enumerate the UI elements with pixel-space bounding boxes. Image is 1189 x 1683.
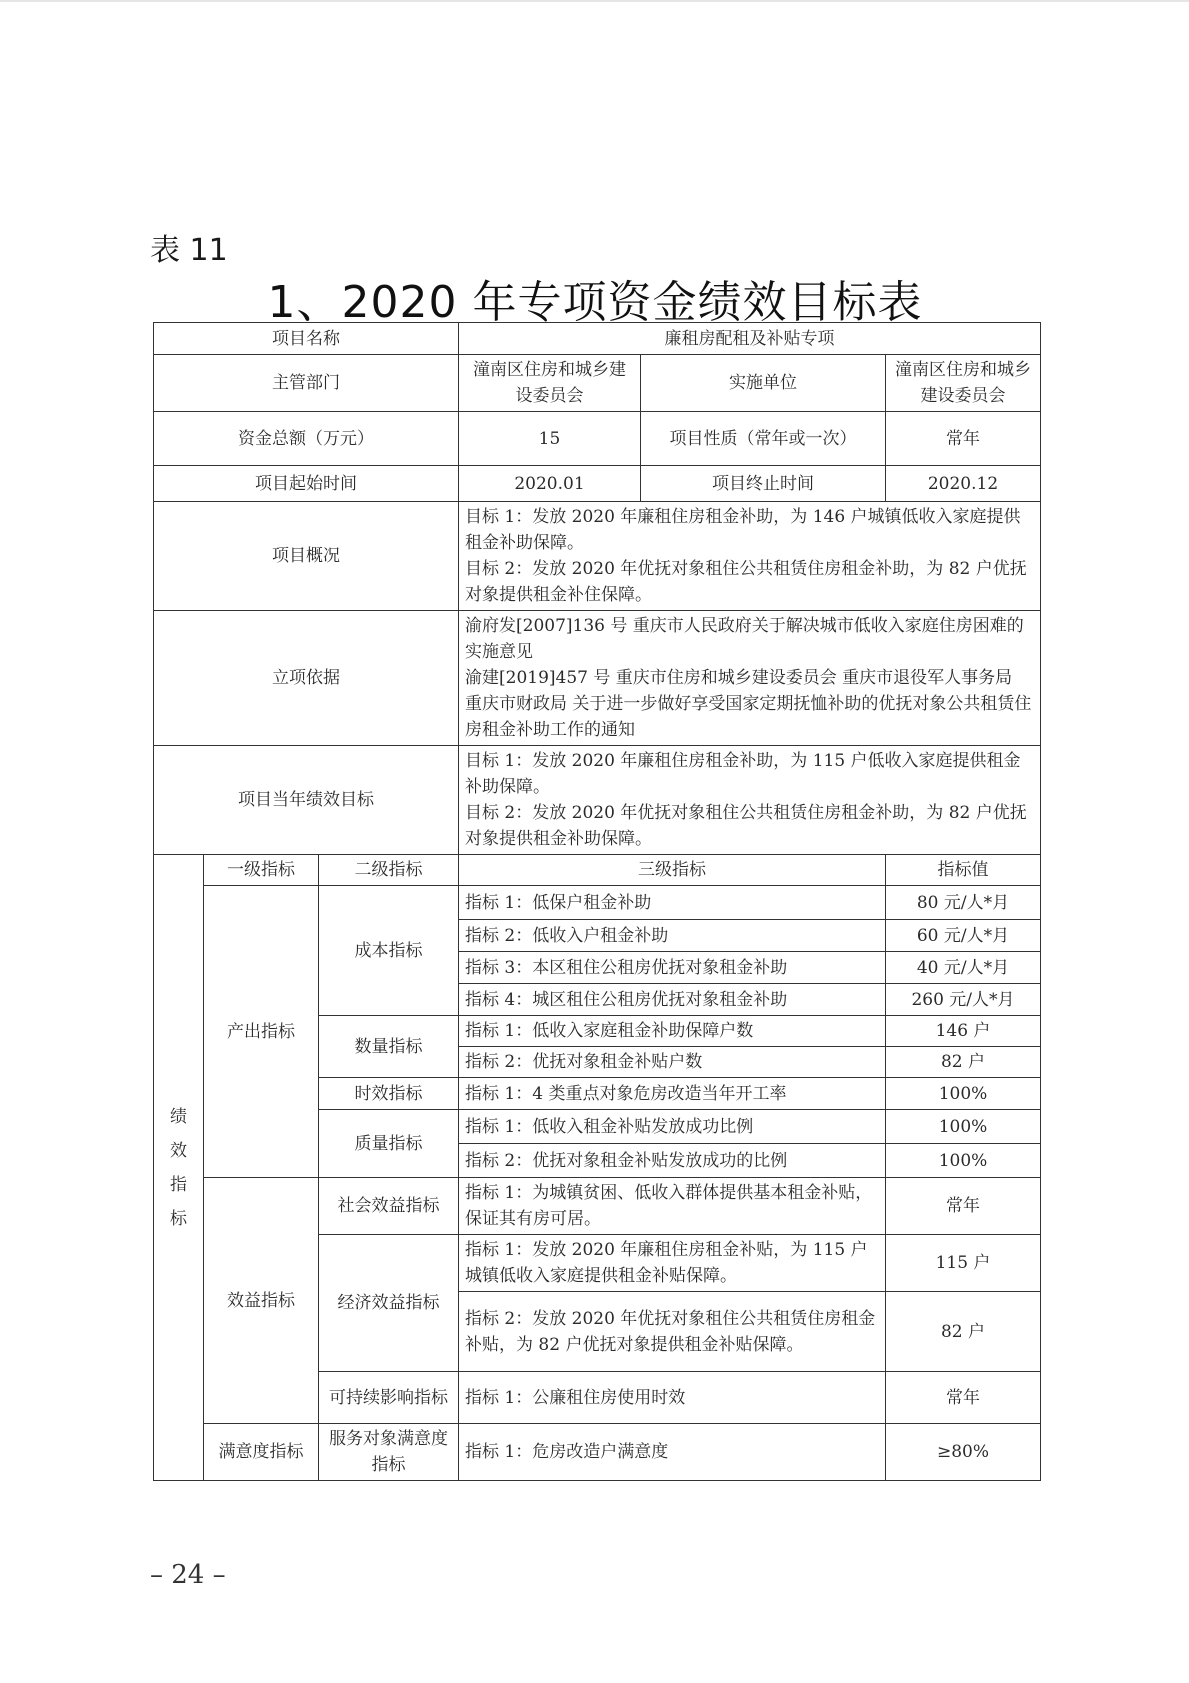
sustain-indicator-label: 可持续影响指标 <box>319 1372 459 1424</box>
indicator-value: 80 元/人*月 <box>886 886 1041 920</box>
goal-content <box>459 746 1041 855</box>
indicator-text: 指标 1：低收入家庭租金补助保障户数 <box>459 1016 886 1047</box>
table-row <box>154 1178 1041 1235</box>
indicator-value: 260 元/人*月 <box>886 984 1041 1016</box>
end-time-value: 2020.12 <box>886 466 1041 502</box>
indicator-text: 指标 1：低保户租金补助 <box>459 886 886 920</box>
goal-line: 目标 2：发放 2020 年优抚对象租住公共租赁住房租金补助，为 82 户优抚对象提供租金补助保障。 <box>465 803 1027 849</box>
basis-line: 渝府发[2007]136 号 重庆市人民政府关于解决城市低收入家庭住房困难的实施意见 <box>465 616 1024 662</box>
overview-content <box>459 502 1041 611</box>
start-time-value: 2020.01 <box>459 466 641 502</box>
header-value: 指标值 <box>886 855 1041 886</box>
performance-target-table <box>153 322 1041 1481</box>
service-satisfaction-label: 服务对象满意度指标 <box>319 1424 459 1481</box>
impl-value: 潼南区住房和城乡建设委员会 <box>886 355 1041 412</box>
indicator-text: 指标 2：低收入户租金补助 <box>459 920 886 952</box>
indicator-text: 指标 4：城区租住公租房优抚对象租金补助 <box>459 984 886 1016</box>
project-name-value: 廉租房配租及补贴专项 <box>459 323 1041 355</box>
indicator-value: 115 户 <box>886 1235 1041 1292</box>
header-level1: 一级指标 <box>204 855 319 886</box>
indicator-text: 指标 3：本区租住公租房优抚对象租金补助 <box>459 952 886 984</box>
benefit-indicator-label: 效益指标 <box>204 1178 319 1424</box>
indicator-value: 60 元/人*月 <box>886 920 1041 952</box>
quality-indicator-label: 质量指标 <box>319 1110 459 1178</box>
indicator-value: 常年 <box>886 1372 1041 1424</box>
indicator-value: ≥80% <box>886 1424 1041 1481</box>
indicator-header-row <box>154 855 1041 886</box>
indicator-text: 指标 1：发放 2020 年廉租住房租金补贴，为 115 户城镇低收入家庭提供租金补贴保障。 <box>459 1235 886 1292</box>
indicator-value: 100% <box>886 1078 1041 1110</box>
row-overview <box>154 502 1041 611</box>
header-level2: 二级指标 <box>319 855 459 886</box>
end-time-label: 项目终止时间 <box>641 466 886 502</box>
goal-line: 目标 1：发放 2020 年廉租住房租金补助，为 115 户低收入家庭提供租金补助保障。 <box>465 751 1021 797</box>
performance-indicator-label: 绩效指标 <box>154 855 204 1481</box>
time-indicator-label: 时效指标 <box>319 1078 459 1110</box>
impl-label: 实施单位 <box>641 355 886 412</box>
page-number: – 24 – <box>150 1560 226 1590</box>
row-project-name <box>154 323 1041 355</box>
basis-content <box>459 611 1041 746</box>
overview-line: 目标 2：发放 2020 年优抚对象租住公共租赁住房租金补助，为 82 户优抚对象提供租金补住保障。 <box>465 559 1027 605</box>
indicator-text: 指标 1：危房改造户满意度 <box>459 1424 886 1481</box>
output-indicator-label: 产出指标 <box>204 886 319 1178</box>
page-top-rule <box>0 0 1189 2</box>
indicator-text: 指标 1：公廉租住房使用时效 <box>459 1372 886 1424</box>
dept-label: 主管部门 <box>154 355 459 412</box>
nature-label: 项目性质（常年或一次） <box>641 412 886 466</box>
start-time-label: 项目起始时间 <box>154 466 459 502</box>
indicator-value: 40 元/人*月 <box>886 952 1041 984</box>
document-title: 1、2020 年专项资金绩效目标表 <box>267 277 923 328</box>
indicator-text: 指标 2：发放 2020 年优抚对象租住公共租赁住房租金补贴，为 82 户优抚对象提供租金补贴保障。 <box>459 1292 886 1372</box>
indicator-text: 指标 2：优抚对象租金补贴户数 <box>459 1047 886 1078</box>
indicator-text: 指标 1：为城镇贫困、低收入群体提供基本租金补贴，保证其有房可居。 <box>459 1178 886 1235</box>
indicator-text: 指标 1：低收入租金补贴发放成功比例 <box>459 1110 886 1144</box>
indicator-value: 100% <box>886 1144 1041 1178</box>
table-row <box>154 886 1041 920</box>
economic-indicator-label: 经济效益指标 <box>319 1235 459 1372</box>
basis-line: 渝建[2019]457 号 重庆市住房和城乡建设委员会 重庆市退役军人事务局 重庆市财政局 关于进一步做好享受国家定期抚恤补助的优抚对象公共租赁住房租金补助工作的通知 <box>465 668 1032 740</box>
row-basis <box>154 611 1041 746</box>
project-name-label: 项目名称 <box>154 323 459 355</box>
social-indicator-label: 社会效益指标 <box>319 1178 459 1235</box>
indicator-value: 100% <box>886 1110 1041 1144</box>
dept-value: 潼南区住房和城乡建设委员会 <box>459 355 641 412</box>
overview-label: 项目概况 <box>154 502 459 611</box>
indicator-value: 82 户 <box>886 1292 1041 1372</box>
table-row <box>154 1424 1041 1481</box>
row-fund <box>154 412 1041 466</box>
cost-indicator-label: 成本指标 <box>319 886 459 1016</box>
overview-line: 目标 1：发放 2020 年廉租住房租金补助，为 146 户城镇低收入家庭提供租金补助保障。 <box>465 507 1021 553</box>
indicator-value: 82 户 <box>886 1047 1041 1078</box>
indicator-value: 常年 <box>886 1178 1041 1235</box>
table-number: 表 11 <box>150 233 228 268</box>
header-level3: 三级指标 <box>459 855 886 886</box>
row-department <box>154 355 1041 412</box>
indicator-text: 指标 2：优抚对象租金补贴发放成功的比例 <box>459 1144 886 1178</box>
indicator-text: 指标 1：4 类重点对象危房改造当年开工率 <box>459 1078 886 1110</box>
row-annual-goal <box>154 746 1041 855</box>
fund-label: 资金总额（万元） <box>154 412 459 466</box>
basis-label: 立项依据 <box>154 611 459 746</box>
fund-value: 15 <box>459 412 641 466</box>
satisfaction-indicator-label: 满意度指标 <box>204 1424 319 1481</box>
goal-label: 项目当年绩效目标 <box>154 746 459 855</box>
indicator-value: 146 户 <box>886 1016 1041 1047</box>
nature-value: 常年 <box>886 412 1041 466</box>
quantity-indicator-label: 数量指标 <box>319 1016 459 1078</box>
row-period <box>154 466 1041 502</box>
